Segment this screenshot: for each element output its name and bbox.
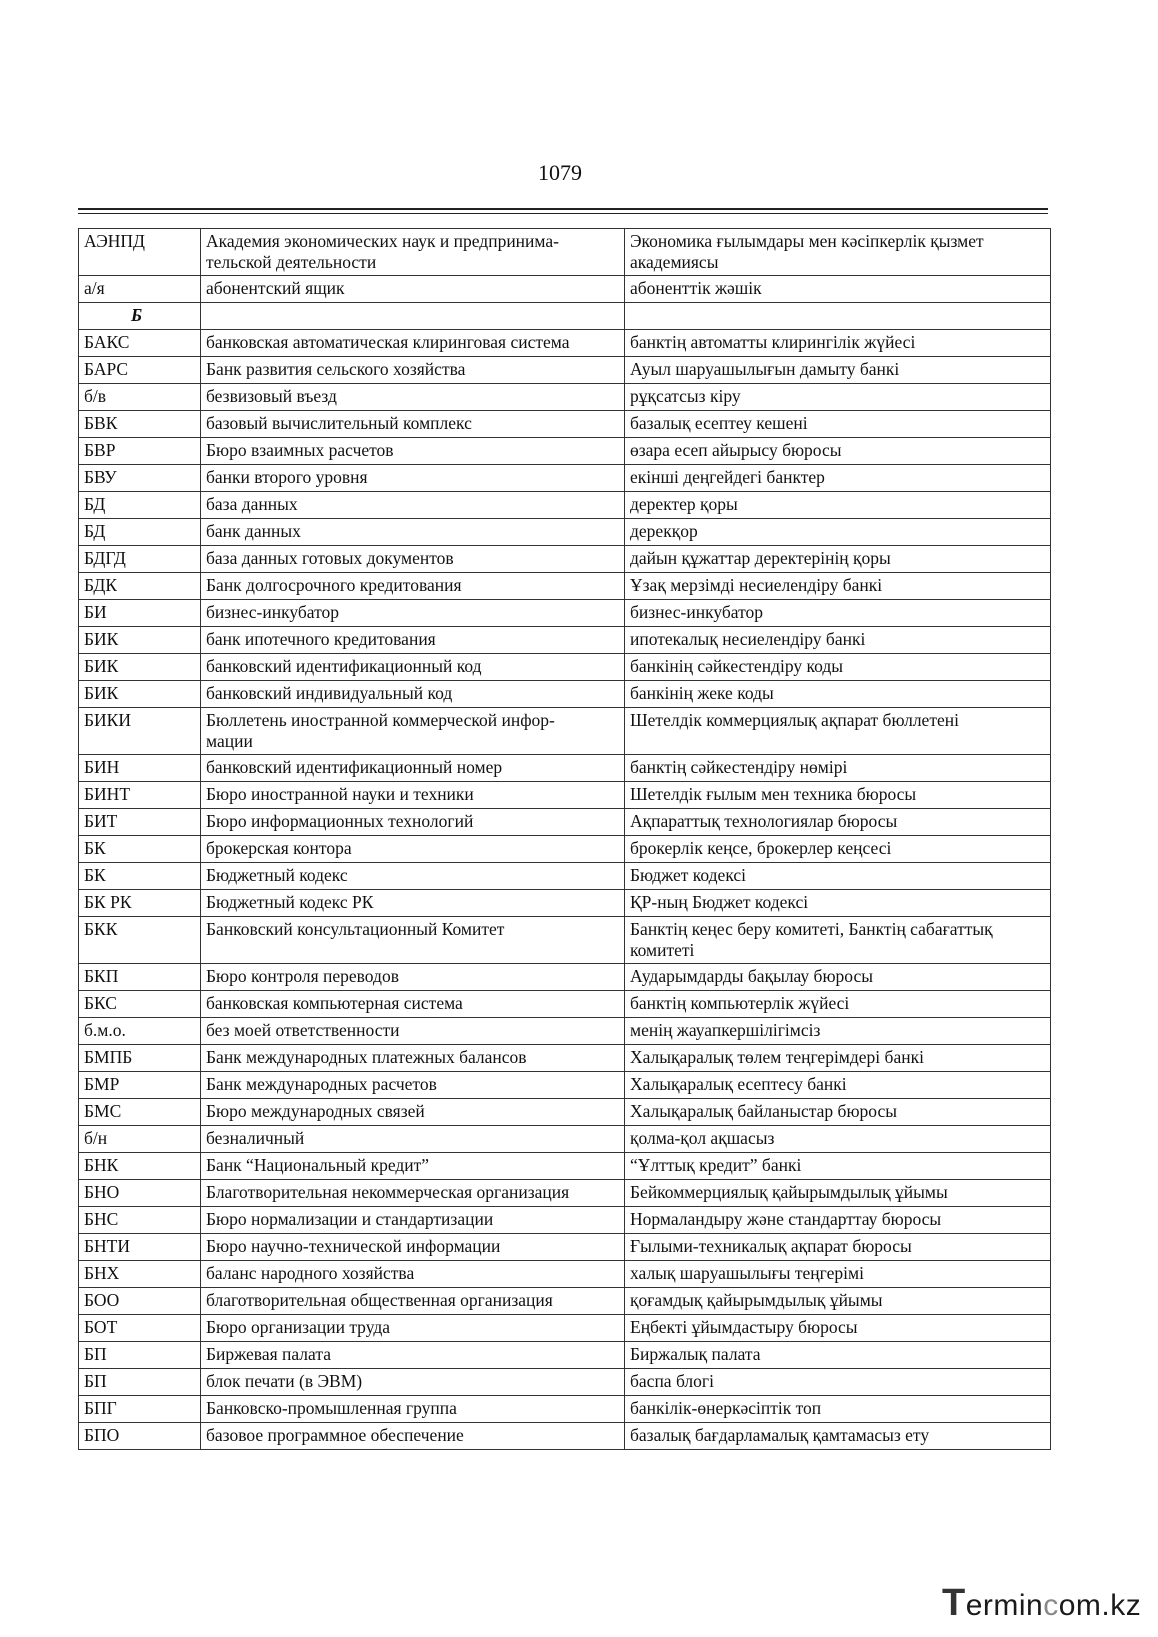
kazakh-term-cell: дайын құжаттар деректерінің қоры bbox=[625, 546, 1051, 573]
russian-term-cell: Бюджетный кодекс bbox=[201, 863, 625, 890]
kazakh-term-cell: Ақпараттық технологиялар бюросы bbox=[625, 809, 1051, 836]
table-row bbox=[79, 411, 1051, 438]
logo-magnifier-icon: c bbox=[1043, 1589, 1059, 1622]
table-row bbox=[79, 964, 1051, 991]
abbreviation-cell: АЭНПД bbox=[79, 229, 201, 276]
kazakh-term-cell: менің жауапкершілігімсіз bbox=[625, 1018, 1051, 1045]
section-letter: Б bbox=[79, 303, 201, 330]
abbreviation-table bbox=[78, 228, 1051, 1450]
table-row bbox=[79, 492, 1051, 519]
kazakh-term-cell: Ғылыми-техникалық ақпарат бюросы bbox=[625, 1234, 1051, 1261]
table-row bbox=[79, 229, 1051, 276]
table-row bbox=[79, 890, 1051, 917]
table-row bbox=[79, 809, 1051, 836]
abbreviation-cell: БОО bbox=[79, 1288, 201, 1315]
abbreviation-cell: БКС bbox=[79, 991, 201, 1018]
kazakh-term-cell: рұқсатсыз кіру bbox=[625, 384, 1051, 411]
russian-term-cell: базовый вычислительный комплекс bbox=[201, 411, 625, 438]
kazakh-term-cell: халық шаруашылығы теңгерімі bbox=[625, 1261, 1051, 1288]
kazakh-term-cell: банкілік-өнеркәсіптік топ bbox=[625, 1396, 1051, 1423]
kazakh-term-cell: Банктің кеңес беру комитеті, Банктің сабағаттық комитеті bbox=[625, 917, 1051, 964]
abbreviation-cell: БИК bbox=[79, 654, 201, 681]
table-row bbox=[79, 917, 1051, 964]
kazakh-term-cell: банктің автоматты клирингілік жүйесі bbox=[625, 330, 1051, 357]
russian-term-cell: Бюро контроля переводов bbox=[201, 964, 625, 991]
table-row bbox=[79, 708, 1051, 755]
russian-term-cell: благотворительная общественная организация bbox=[201, 1288, 625, 1315]
abbreviation-cell: БВУ bbox=[79, 465, 201, 492]
page-number: 1079 bbox=[538, 160, 582, 185]
abbreviation-cell: БНС bbox=[79, 1207, 201, 1234]
kazakh-term-cell: брокерлік кеңсе, брокерлер кеңсесі bbox=[625, 836, 1051, 863]
russian-term-cell: Бюро научно-технической информации bbox=[201, 1234, 625, 1261]
russian-term-cell: базовое программное обеспечение bbox=[201, 1423, 625, 1450]
section-row bbox=[79, 303, 1051, 330]
russian-term-cell: брокерская контора bbox=[201, 836, 625, 863]
russian-term-cell: безвизовый въезд bbox=[201, 384, 625, 411]
russian-term-cell: бизнес-инкубатор bbox=[201, 600, 625, 627]
russian-term-cell: Бюро организации труда bbox=[201, 1315, 625, 1342]
abbreviation-cell: БД bbox=[79, 492, 201, 519]
russian-term-cell: банковская автоматическая клиринговая система bbox=[201, 330, 625, 357]
table-row bbox=[79, 546, 1051, 573]
kazakh-term-cell: Ауыл шаруашылығын дамыту банкі bbox=[625, 357, 1051, 384]
abbreviation-cell: БДГД bbox=[79, 546, 201, 573]
kazakh-term-cell: қоғамдық қайырымдылық ұйымы bbox=[625, 1288, 1051, 1315]
abbreviation-cell: БП bbox=[79, 1342, 201, 1369]
kazakh-term-cell: Бейкоммерциялық қайырымдылық ұйымы bbox=[625, 1180, 1051, 1207]
logo-text: ermin bbox=[965, 1589, 1044, 1622]
kazakh-term-cell: базалық есептеу кешені bbox=[625, 411, 1051, 438]
table-row bbox=[79, 1369, 1051, 1396]
kazakh-term-cell: банкінің сәйкестендіру коды bbox=[625, 654, 1051, 681]
table-row bbox=[79, 465, 1051, 492]
table-row bbox=[79, 1018, 1051, 1045]
russian-term-cell: банковский индивидуальный код bbox=[201, 681, 625, 708]
abbreviation-cell: б.м.о. bbox=[79, 1018, 201, 1045]
table-row bbox=[79, 330, 1051, 357]
russian-term-cell: банк ипотечного кредитования bbox=[201, 627, 625, 654]
abbreviation-cell: БКК bbox=[79, 917, 201, 964]
table-row bbox=[79, 1396, 1051, 1423]
russian-term-cell: Бюро информационных технологий bbox=[201, 809, 625, 836]
abbreviation-cell: БИ bbox=[79, 600, 201, 627]
abbreviation-cell: БМПБ bbox=[79, 1045, 201, 1072]
kazakh-term-cell: банктің компьютерлік жүйесі bbox=[625, 991, 1051, 1018]
abbreviation-cell: БК bbox=[79, 836, 201, 863]
header-rule bbox=[78, 208, 1048, 210]
kazakh-term-cell: банкінің жеке коды bbox=[625, 681, 1051, 708]
russian-term-cell: Бюро международных связей bbox=[201, 1099, 625, 1126]
kazakh-term-cell: Биржалық палата bbox=[625, 1342, 1051, 1369]
abbreviation-cell: БМС bbox=[79, 1099, 201, 1126]
kazakh-term-cell: бизнес-инкубатор bbox=[625, 600, 1051, 627]
table-row bbox=[79, 1207, 1051, 1234]
russian-term-cell: Бюро нормализации и стандартизации bbox=[201, 1207, 625, 1234]
russian-term-cell: база данных готовых документов bbox=[201, 546, 625, 573]
kazakh-term-cell: Ұзақ мерзімді несиелендіру банкі bbox=[625, 573, 1051, 600]
abbreviation-cell: БИК bbox=[79, 627, 201, 654]
russian-term-cell: Благотворительная некоммерческая организация bbox=[201, 1180, 625, 1207]
russian-term-cell: Банковско-промышленная группа bbox=[201, 1396, 625, 1423]
kazakh-term-cell: өзара есеп айырысу бюросы bbox=[625, 438, 1051, 465]
table-row bbox=[79, 681, 1051, 708]
table-row bbox=[79, 357, 1051, 384]
russian-term-cell: Банковский консультационный Комитет bbox=[201, 917, 625, 964]
table-row bbox=[79, 863, 1051, 890]
abbreviation-cell: БД bbox=[79, 519, 201, 546]
russian-term-cell: безналичный bbox=[201, 1126, 625, 1153]
kazakh-term-cell: Нормаландыру және стандарттау бюросы bbox=[625, 1207, 1051, 1234]
abbreviation-cell: БНТИ bbox=[79, 1234, 201, 1261]
table-row bbox=[79, 519, 1051, 546]
abbreviation-cell: БИНТ bbox=[79, 782, 201, 809]
russian-term-cell: Бюджетный кодекс РК bbox=[201, 890, 625, 917]
abbreviation-cell: БОТ bbox=[79, 1315, 201, 1342]
russian-term-cell: абонентский ящик bbox=[201, 276, 625, 303]
table-row bbox=[79, 573, 1051, 600]
table-row bbox=[79, 1072, 1051, 1099]
abbreviation-cell: БВК bbox=[79, 411, 201, 438]
table-row bbox=[79, 1153, 1051, 1180]
terminkom-logo bbox=[942, 1582, 1142, 1626]
table-row bbox=[79, 438, 1051, 465]
table-row bbox=[79, 627, 1051, 654]
kazakh-term-cell: абоненттік жәшік bbox=[625, 276, 1051, 303]
abbreviation-cell: БНО bbox=[79, 1180, 201, 1207]
abbreviation-cell: а/я bbox=[79, 276, 201, 303]
kazakh-term-cell: Халықаралық есептесу банкі bbox=[625, 1072, 1051, 1099]
table-row bbox=[79, 600, 1051, 627]
abbreviation-cell: БАРС bbox=[79, 357, 201, 384]
header-rule-thin bbox=[78, 213, 1048, 214]
russian-term-cell: банки второго уровня bbox=[201, 465, 625, 492]
kazakh-term-cell: банктің сәйкестендіру нөмірі bbox=[625, 755, 1051, 782]
kazakh-term-cell: Еңбекті ұйымдастыру бюросы bbox=[625, 1315, 1051, 1342]
table-row bbox=[79, 1126, 1051, 1153]
kazakh-term-cell: базалық бағдарламалық қамтамасыз ету bbox=[625, 1423, 1051, 1450]
russian-term-cell: банковский идентификационный код bbox=[201, 654, 625, 681]
table-row bbox=[79, 384, 1051, 411]
russian-term-cell: Бюро взаимных расчетов bbox=[201, 438, 625, 465]
abbreviation-cell: БАКС bbox=[79, 330, 201, 357]
table-row bbox=[79, 1288, 1051, 1315]
russian-term-cell: банковский идентификационный номер bbox=[201, 755, 625, 782]
russian-term-cell: Банк “Национальный кредит” bbox=[201, 1153, 625, 1180]
kazakh-term-cell: екінші деңгейдегі банктер bbox=[625, 465, 1051, 492]
table-row bbox=[79, 991, 1051, 1018]
abbreviation-cell: БКП bbox=[79, 964, 201, 991]
kazakh-term-cell: ипотекалық несиелендіру банкі bbox=[625, 627, 1051, 654]
abbreviation-cell: БДК bbox=[79, 573, 201, 600]
abbreviation-cell: БК РК bbox=[79, 890, 201, 917]
russian-term-cell: Банк развития сельского хозяйства bbox=[201, 357, 625, 384]
kazakh-term-cell: баспа блогі bbox=[625, 1369, 1051, 1396]
table-row bbox=[79, 1180, 1051, 1207]
abbreviation-cell: БНК bbox=[79, 1153, 201, 1180]
abbreviation-cell: БИТ bbox=[79, 809, 201, 836]
kazakh-term-cell: Халықаралық байланыстар бюросы bbox=[625, 1099, 1051, 1126]
table-row bbox=[79, 1342, 1051, 1369]
table-row bbox=[79, 836, 1051, 863]
table-row bbox=[79, 1045, 1051, 1072]
kazakh-term-cell: Шетелдік коммерциялық ақпарат бюллетені bbox=[625, 708, 1051, 755]
abbreviation-cell: б/н bbox=[79, 1126, 201, 1153]
table-row bbox=[79, 1234, 1051, 1261]
table-row bbox=[79, 1261, 1051, 1288]
abbreviation-cell: БНХ bbox=[79, 1261, 201, 1288]
abbreviation-cell: БИКИ bbox=[79, 708, 201, 755]
empty-cell bbox=[201, 303, 625, 330]
russian-term-cell: банк данных bbox=[201, 519, 625, 546]
kazakh-term-cell: қолма-қол ақшасыз bbox=[625, 1126, 1051, 1153]
table-row bbox=[79, 276, 1051, 303]
russian-term-cell: банковская компьютерная система bbox=[201, 991, 625, 1018]
russian-term-cell: Банк международных платежных балансов bbox=[201, 1045, 625, 1072]
russian-term-cell: Бюро иностранной науки и техники bbox=[201, 782, 625, 809]
russian-term-cell: блок печати (в ЭВМ) bbox=[201, 1369, 625, 1396]
table-row bbox=[79, 755, 1051, 782]
table-row bbox=[79, 654, 1051, 681]
table-row bbox=[79, 1315, 1051, 1342]
russian-term-cell: баланс народного хозяйства bbox=[201, 1261, 625, 1288]
russian-term-cell: Бюллетень иностранной коммерческой инфор- мации bbox=[201, 708, 625, 755]
abbreviation-cell: БИН bbox=[79, 755, 201, 782]
table-row bbox=[79, 782, 1051, 809]
abbreviation-cell: БМР bbox=[79, 1072, 201, 1099]
abbreviation-cell: б/в bbox=[79, 384, 201, 411]
russian-term-cell: без моей ответственности bbox=[201, 1018, 625, 1045]
kazakh-term-cell: деректер қоры bbox=[625, 492, 1051, 519]
abbreviation-cell: БПО bbox=[79, 1423, 201, 1450]
russian-term-cell: Биржевая палата bbox=[201, 1342, 625, 1369]
russian-term-cell: Академия экономических наук и предпринима- тельской деятельности bbox=[201, 229, 625, 276]
russian-term-cell: Банк долгосрочного кредитования bbox=[201, 573, 625, 600]
logo-letter: T bbox=[942, 1582, 966, 1624]
table-row bbox=[79, 1423, 1051, 1450]
kazakh-term-cell: Шетелдік ғылым мен техника бюросы bbox=[625, 782, 1051, 809]
abbreviation-table-body bbox=[79, 229, 1051, 1450]
abbreviation-cell: БВР bbox=[79, 438, 201, 465]
kazakh-term-cell: Аударымдарды бақылау бюросы bbox=[625, 964, 1051, 991]
kazakh-term-cell: Халықаралық төлем теңгерімдері банкі bbox=[625, 1045, 1051, 1072]
kazakh-term-cell: Бюджет кодексі bbox=[625, 863, 1051, 890]
kazakh-term-cell: Экономика ғылымдары мен кәсіпкерлік қызмет академиясы bbox=[625, 229, 1051, 276]
kazakh-term-cell: “Ұлттық кредит” банкі bbox=[625, 1153, 1051, 1180]
empty-cell bbox=[625, 303, 1051, 330]
kazakh-term-cell: ҚР-ның Бюджет кодексі bbox=[625, 890, 1051, 917]
abbreviation-cell: БП bbox=[79, 1369, 201, 1396]
abbreviation-cell: БПГ bbox=[79, 1396, 201, 1423]
logo-domain: om.kz bbox=[1058, 1589, 1142, 1622]
kazakh-term-cell: дерекқор bbox=[625, 519, 1051, 546]
table-row bbox=[79, 1099, 1051, 1126]
abbreviation-cell: БИК bbox=[79, 681, 201, 708]
russian-term-cell: Банк международных расчетов bbox=[201, 1072, 625, 1099]
abbreviation-cell: БК bbox=[79, 863, 201, 890]
russian-term-cell: база данных bbox=[201, 492, 625, 519]
